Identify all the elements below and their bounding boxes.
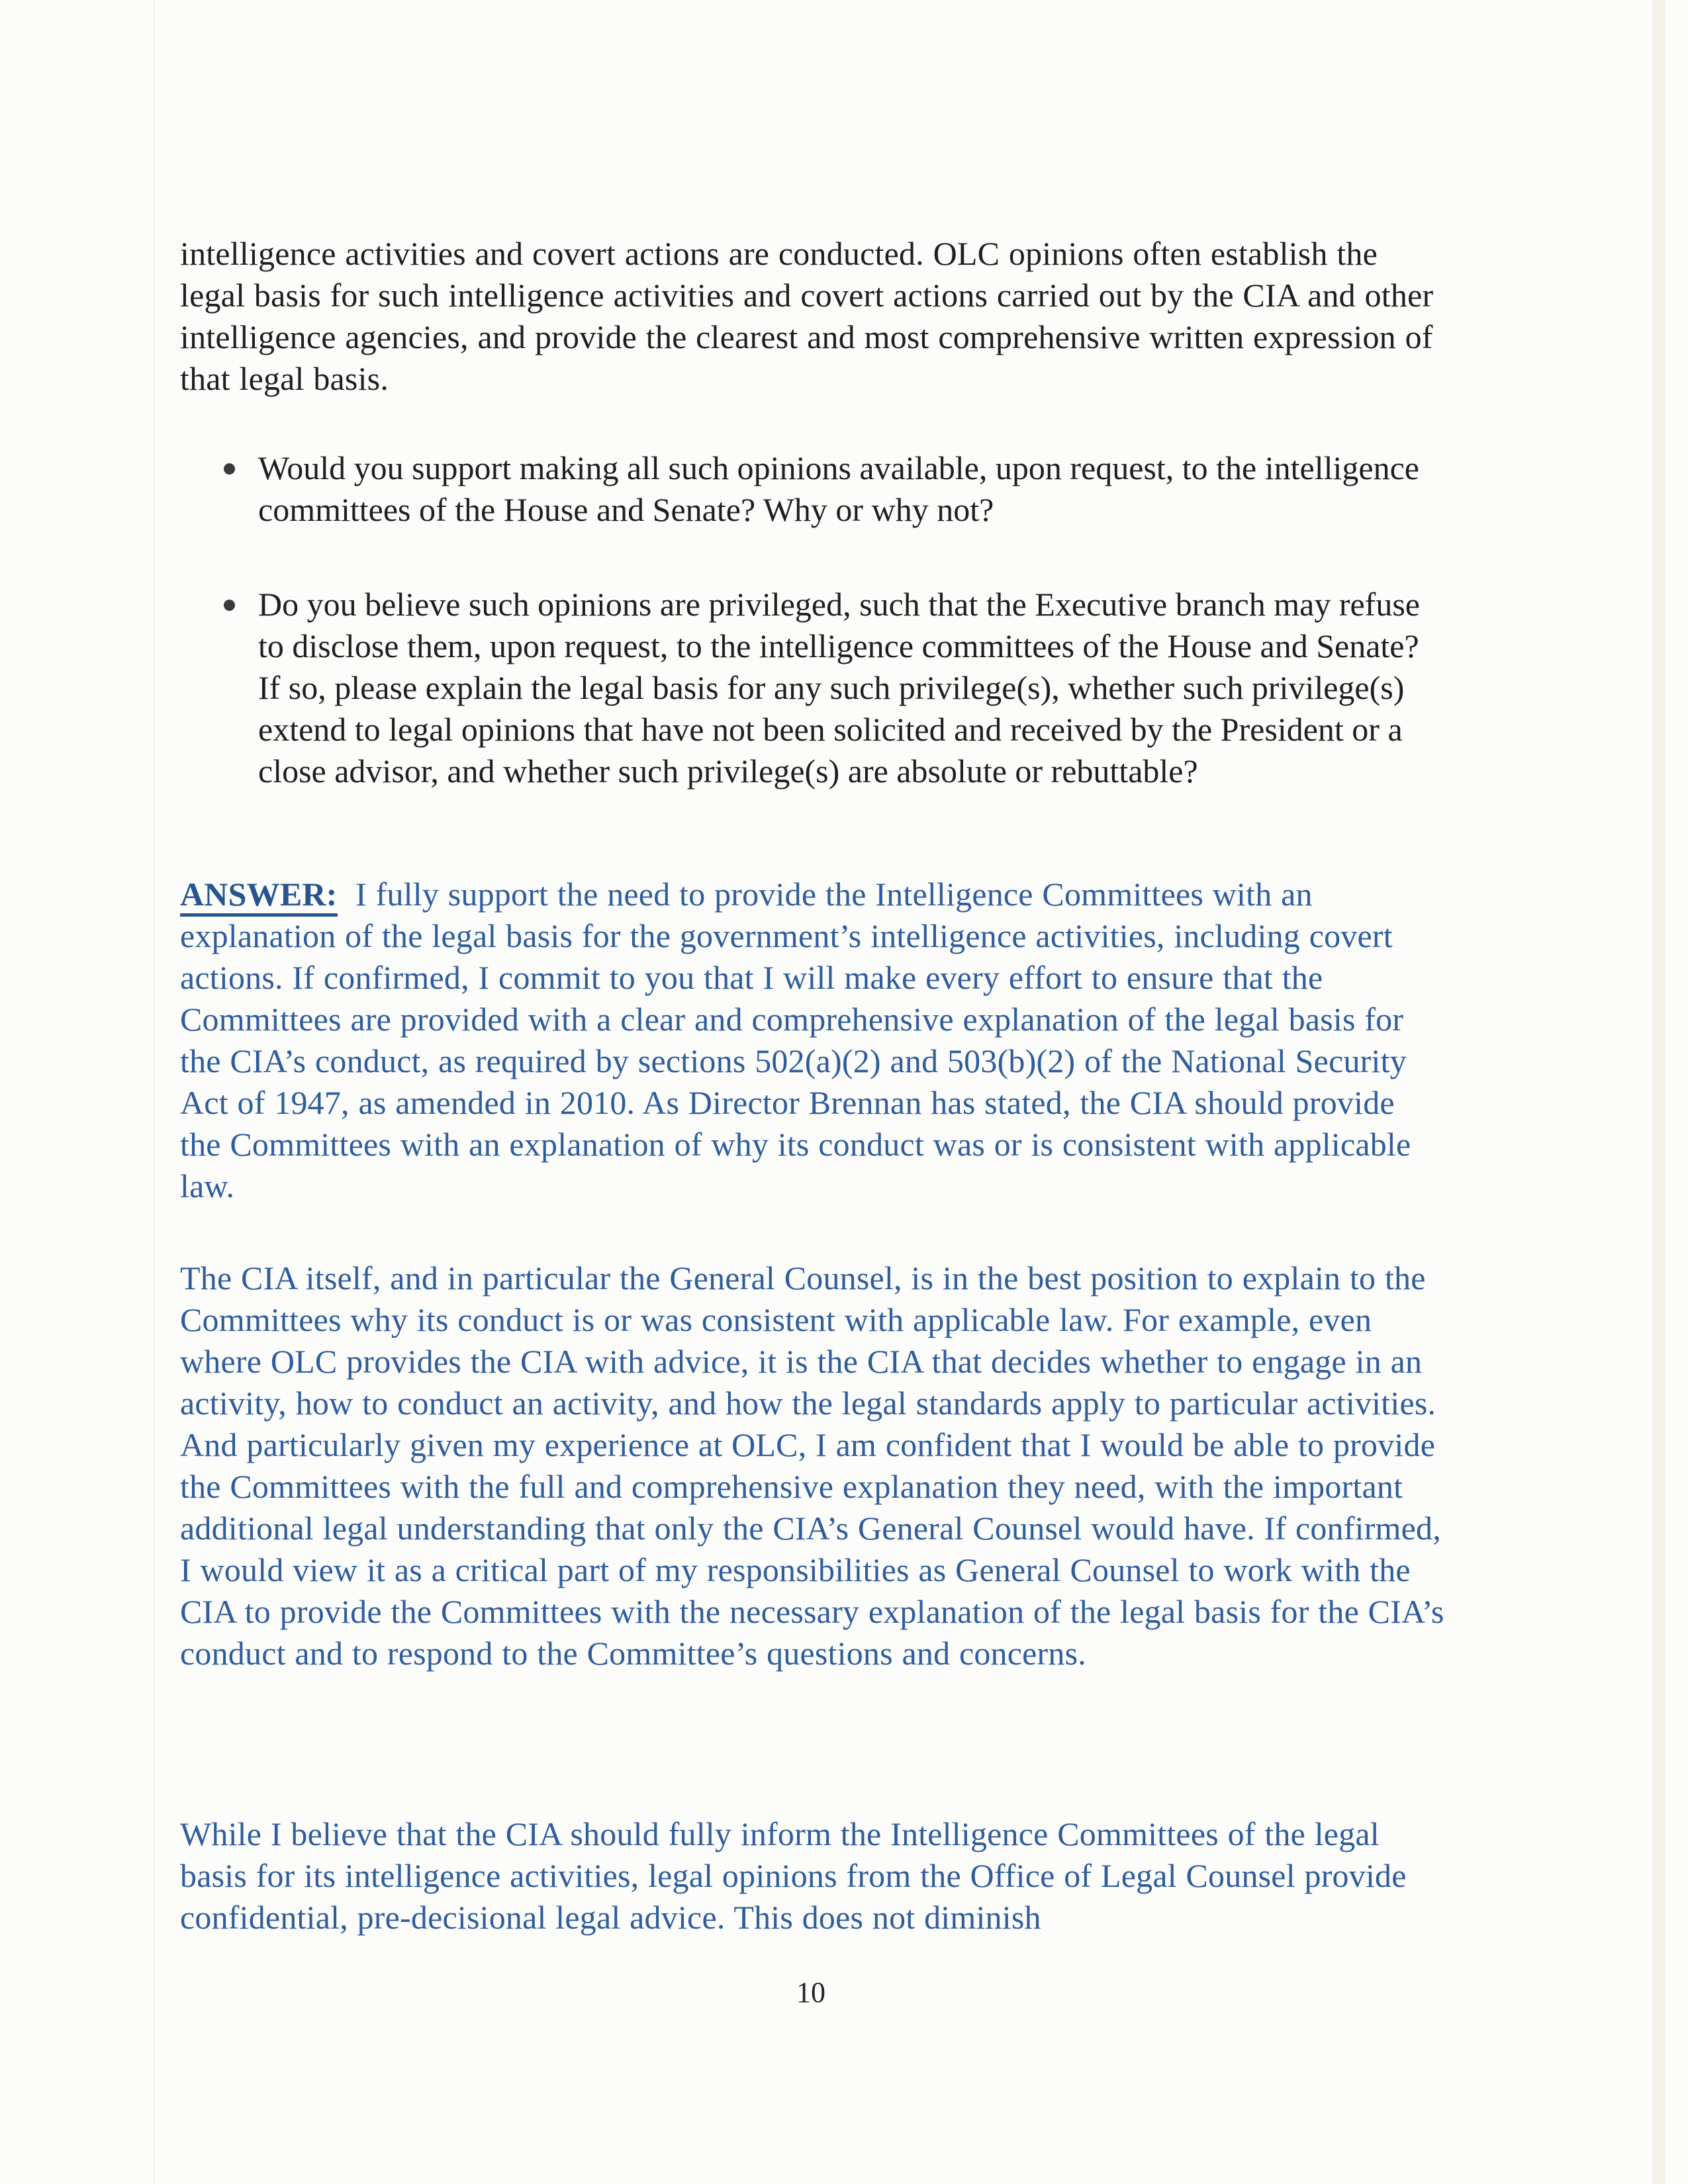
answer-label: ANSWER: [180,876,338,917]
bullet-item-1 [180,447,1444,531]
intro-paragraph: intelligence activities and covert actions are conducted. OLC opinions often establish the legal basis for such intelligence activities and covert actions carried out by the CIA and other intelligence agencies, and provide the clearest and most comprehensive written expression of that legal basis. [180,235,1434,397]
bullet-icon [224,600,235,611]
answer-paragraph-1-text: I fully support the need to provide the Intelligence Committees with an explanation of the legal basis for the government’s intelligence activities, including covert actions. If confirmed, I commit to you that I will make every effort to ensure that the Committees are provided with a clear and comprehensive explanation of the legal basis for the CIA’s conduct, as required by sections 502(a)(2) and 503(b)(2) of the National Security Act of 1947, as amended in 2010. As Director Brennan has stated, the CIA should provide the Committees with an explanation of why its conduct was or is consistent with applicable law. [180,876,1411,1205]
answer-paragraph-3: While I believe that the CIA should fully inform the Intelligence Committees of the legal basis for its intelligence activities, legal opinions from the Office of Legal Counsel provide confidential, pre-decisional legal advice. This does not diminish [180,1815,1407,1936]
answer-paragraph-2: The CIA itself, and in particular the General Counsel, is in the best position to explain to the Committees why its conduct is or was consistent with applicable law. For example, even where OLC provides the CIA with advice, it is the CIA that decides whether to engage in an activity, how to conduct an activity, and how the legal standards apply to particular activities. And particularly given my experience at OLC, I am confident that I would be able to provide the Committees with the full and comprehensive explanation they need, with the important additional legal understanding that only the CIA’s General Counsel would have. If confirmed, I would view it as a critical part of my responsibilities as General Counsel to work with the CIA to provide the Committees with the necessary explanation of the legal basis for the CIA’s conduct and to respond to the Committee’s questions and concerns. [180,1259,1444,1672]
bullet-text-1: Would you support making all such opinions available, upon request, to the intelligence committees of the House and Senate? Why or why not? [258,449,1419,528]
page-number: 10 [796,1976,825,2009]
scan-artifact-band [1652,0,1665,2184]
scan-artifact-line [154,0,155,2184]
bullet-item-2 [180,584,1444,792]
bullet-icon [224,463,235,475]
bullet-text-2: Do you believe such opinions are privileged, such that the Executive branch may refuse to disclose them, upon request, to the intelligence committees of the House and Senate? If so, please explain the legal basis for any such privilege(s), whether such privilege(s) extend to legal opinions that have not been solicited and received by the President or a close advisor, and whether such privilege(s) are absolute or rebuttable? [258,586,1420,790]
answer-paragraph-1 [180,874,1444,1207]
